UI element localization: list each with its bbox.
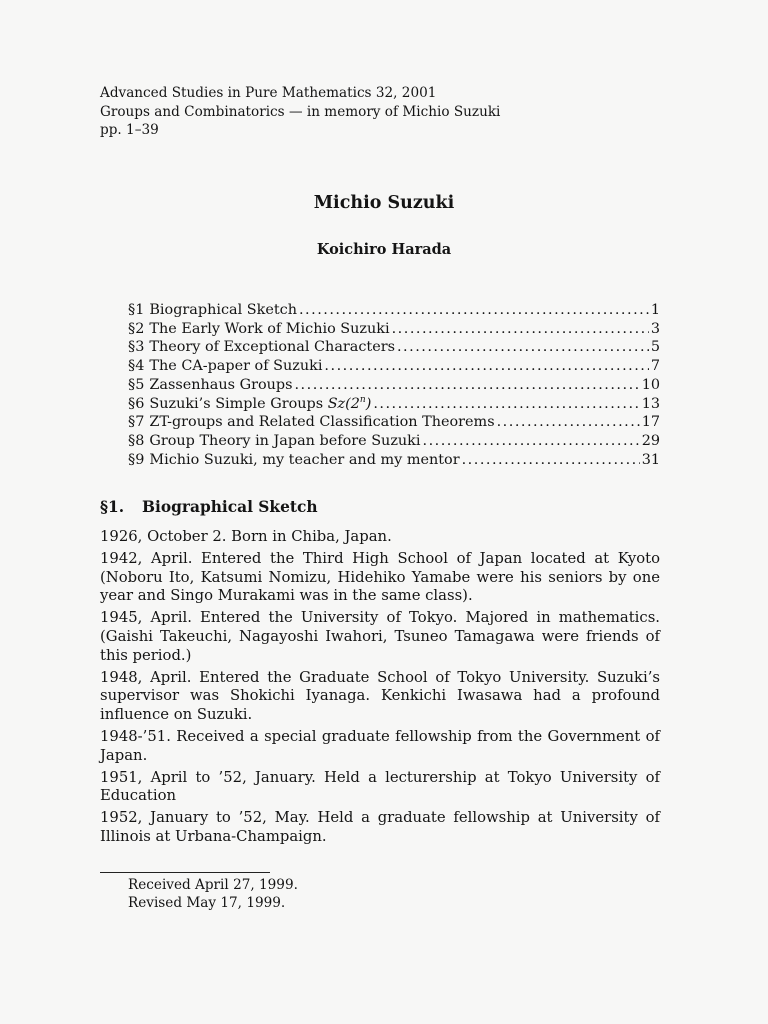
toc-leader-dots: [462, 451, 640, 470]
paper-author: Koichiro Harada: [316, 241, 452, 258]
toc-label-text: Suzuki’s Simple Groups: [149, 395, 324, 412]
toc-label: The CA-paper of Suzuki: [149, 358, 323, 375]
toc-entry[interactable]: [128, 338, 660, 357]
biography-entry: 1948, April. Entered the Graduate School of Tokyo University. Suzuki’s supervisor was Shokichi Iyanaga. Kenkichi Iwasawa had a profound influence on Suzuki.: [100, 668, 660, 724]
toc-entry[interactable]: [128, 451, 660, 470]
header-volume-line: Groups and Combinatorics — in memory of Michio Suzuki: [100, 103, 501, 120]
biography-entry: 1942, April. Entered the Third High School of Japan located at Kyoto (Noboru Ito, Katsumi Nomizu, Hidehiko Yamabe were his seniors by one year and Singo Murakami was in the same class).: [100, 549, 660, 605]
toc-page-number: 13: [641, 395, 660, 412]
toc-page-number: 1: [650, 302, 660, 318]
toc-page-number: 29: [641, 432, 660, 449]
toc-entry[interactable]: [128, 301, 660, 320]
toc-leader-dots: [397, 338, 649, 357]
toc-entry[interactable]: [128, 320, 660, 339]
toc-label: [149, 395, 371, 414]
toc-number: §2: [128, 320, 145, 337]
toc-number: §5: [128, 376, 145, 393]
biography-entry: 1926, October 2. Born in Chiba, Japan.: [100, 528, 392, 545]
toc-entry[interactable]: [128, 432, 660, 451]
revised-date: Revised May 17, 1999.: [128, 895, 286, 911]
toc-leader-dots: [299, 301, 649, 320]
section-heading: [100, 497, 318, 517]
toc-formula: [328, 396, 372, 412]
toc-label: Michio Suzuki, my teacher and my mentor: [149, 451, 460, 468]
toc-leader-dots: [294, 376, 639, 395]
toc-label: Group Theory in Japan before Suzuki: [149, 432, 421, 449]
toc-label: Theory of Exceptional Characters: [149, 339, 395, 356]
toc-page-number: 5: [650, 339, 660, 356]
toc-number: §6: [128, 395, 145, 412]
toc-number: §9: [128, 451, 145, 468]
toc-entry[interactable]: [128, 357, 660, 376]
footnote-rule: [100, 872, 270, 873]
header-series-line: Advanced Studies in Pure Mathematics 32, 2001: [100, 85, 437, 101]
toc-leader-dots: [392, 320, 649, 339]
toc-number: §8: [128, 432, 145, 449]
toc-entry[interactable]: [128, 376, 660, 395]
toc-label: ZT-groups and Related Classification Theorems: [149, 414, 495, 431]
toc-page-number: 7: [650, 358, 660, 375]
section-title: Biographical Sketch: [142, 498, 318, 516]
formula-base: Sz(2: [327, 395, 360, 412]
toc-number: §4: [128, 358, 145, 375]
paper-title: Michio Suzuki: [313, 193, 455, 213]
formula-exponent: n: [359, 394, 366, 405]
publication-header: [100, 84, 500, 140]
toc-page-number: 31: [641, 451, 660, 468]
toc-leader-dots: [373, 395, 639, 414]
toc-entry[interactable]: [128, 413, 660, 432]
biography-entry: 1952, January to ’52, May. Held a graduate fellowship at University of Illinois at Urbana-Champaign.: [100, 809, 660, 845]
toc-leader-dots: [324, 357, 648, 376]
toc-number: §1: [128, 302, 145, 318]
biography-entry: 1951, April to ’52, January. Held a lecturership at Tokyo University of Education: [100, 768, 660, 805]
received-date: Received April 27, 1999.: [128, 877, 298, 893]
toc-leader-dots: [497, 413, 640, 432]
biography-entry: 1948-’51. Received a special graduate fellowship from the Government of Japan.: [100, 727, 660, 764]
toc-label: The Early Work of Michio Suzuki: [149, 320, 390, 337]
biography-body: [100, 528, 660, 850]
toc-number: §3: [128, 339, 145, 356]
toc-page-number: 10: [641, 376, 660, 393]
toc-label: Zassenhaus Groups: [149, 376, 293, 393]
toc-page-number: 3: [650, 320, 660, 337]
section-number: §1.: [100, 498, 125, 516]
biography-entry: 1945, April. Entered the University of Tokyo. Majored in mathematics. (Gaishi Takeuchi, Nagayoshi Iwahori, Tsuneo Tamagawa were friends of this period.): [100, 609, 660, 664]
table-of-contents: [128, 301, 660, 469]
toc-label: Biographical Sketch: [149, 302, 297, 318]
toc-leader-dots: [423, 432, 640, 451]
header-pages-line: pp. 1–39: [100, 122, 159, 138]
toc-entry[interactable]: [128, 395, 660, 414]
toc-number: §7: [128, 414, 145, 431]
formula-close: ): [365, 395, 372, 412]
footnotes: [128, 876, 298, 912]
toc-page-number: 17: [641, 414, 660, 431]
